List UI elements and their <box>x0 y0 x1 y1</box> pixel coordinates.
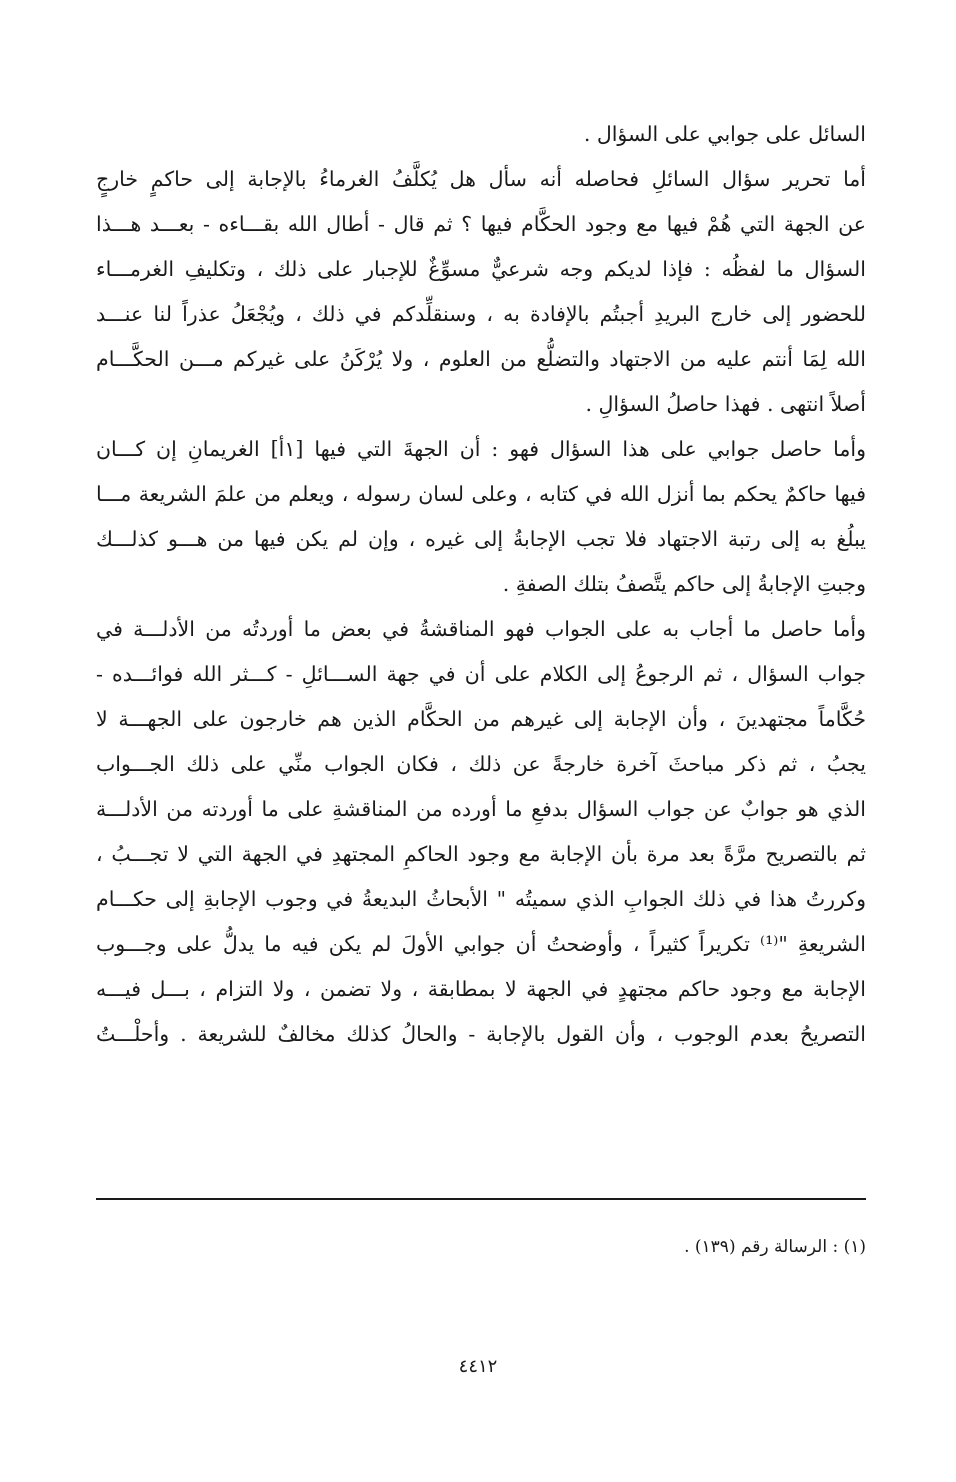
text-line-17: ثم بالتصريح مرَّةً بعد مرة بأن الإجابة مع وجود الحاكمِ المجتهدِ في الجهة التي لا تجـــبُ ، <box>96 842 866 866</box>
text-line-14: حُكَّاماً مجتهدينَ ، وأن الإجابة إلى غيرهم من الحكَّام الذين هم خارجون على الجهـــة لا <box>96 707 866 731</box>
text-line-3: عن الجهة التي هُمْ فيها مع وجود الحكَّام فيها ؟ ثم قال - أطال الله بقـــاءه - بعـــد هـــذا <box>96 212 866 236</box>
text-line-16: الذي هو جوابٌ عن جواب السؤال بدفعِ ما أورده من المناقشةِ على ما أوردته من الأدلـــة <box>96 797 866 821</box>
main-text-block <box>96 112 866 1057</box>
footnote: (١) : الرسالة رقم (١٣٩) . <box>684 1237 866 1257</box>
text-line-1: السائل على جوابي على السؤال . <box>583 122 866 146</box>
text-line-10: يبلُغ به إلى رتبة الاجتهاد فلا تجب الإجابةُ إلى غيره ، وإن لم يكن فيها من هـــو كذلـــك <box>96 527 866 551</box>
page-number: ٤٤١٢ <box>458 1356 498 1377</box>
text-line-8: وأما حاصل جوابي على هذا السؤال فهو : أن الجهةَ التي فيها [١أ] الغريمانِ إن كـــان <box>96 437 866 461</box>
text-line-18: وكررتُ هذا في ذلك الجوابِ الذي سميتُه " الأبحاثُ البديعةُ في وجوب الإجابةِ إلى حكـــام <box>96 887 866 911</box>
text-line-21: التصريحُ بعدم الوجوب ، وأن القول بالإجابة - والحالُ كذلك مخالفٌ للشريعة . وأحلْـــتُ <box>96 1022 866 1046</box>
text-line-4: السؤال ما لفظُه : فإذا لديكم وجه شرعيٌّ مسوِّغٌ للإجبار على ذلك ، وتكليفِ الغرمـــاء <box>96 257 866 281</box>
text-line-5: للحضور إلى خارج البريدِ أجبتُم بالإفادة به ، وسنقلِّدكم في ذلك ، ويُجْعَلُ عذراً لنا عنـــد <box>96 302 866 326</box>
text-line-11: وجبتِ الإجابةُ إلى حاكم يتَّصفُ بتلك الصفةِ . <box>502 572 866 596</box>
text-line-12: وأما حاصل ما أجاب به على الجواب فهو المناقشةُ في بعض ما أوردتُه من الأدلـــة في <box>96 617 866 641</box>
text-line-6: الله لِمَا أنتم عليه من الاجتهاد والتضلُّع من العلوم ، ولا يُرْكَنُ على غيركم مـــن الحكَّـــام <box>96 347 866 371</box>
text-line-20: الإجابة مع وجود حاكم مجتهدٍ في الجهة لا بمطابقة ، ولا تضمن ، ولا التزام ، بـــل فيـــه <box>96 977 866 1001</box>
text-line-2: أما تحرير سؤال السائلِ فحاصله أنه سأل هل يُكلَّفُ الغرماءُ بالإجابة إلى حاكمٍ خارجٍ <box>96 167 866 191</box>
text-line-15: يجبُ ، ثم ذكر مباحثَ آخرة خارجةً عن ذلك ، فكان الجواب منِّي على ذلك الجـــواب <box>96 752 866 776</box>
text-line-19: الشريعةِ "⁽¹⁾ تكريراً كثيراً ، وأوضحتُ أن جوابي الأولَ لم يكن فيه ما يدلُّ على وجـــوب <box>96 932 867 956</box>
text-line-13: جواب السؤال ، ثم الرجوعُ إلى الكلام على أن في جهة الســـائلِ - كـــثر الله فوائـــده - <box>96 662 866 686</box>
text-line-7: أصلاً انتهى . فهذا حاصلُ السؤالِ . <box>585 392 866 416</box>
footnote-separator <box>96 1198 866 1200</box>
text-line-9: فيها حاكمٌ يحكم بما أنزل الله في كتابه ، وعلى لسان رسوله ، ويعلم من علمَ الشريعة مـــا <box>96 482 866 506</box>
